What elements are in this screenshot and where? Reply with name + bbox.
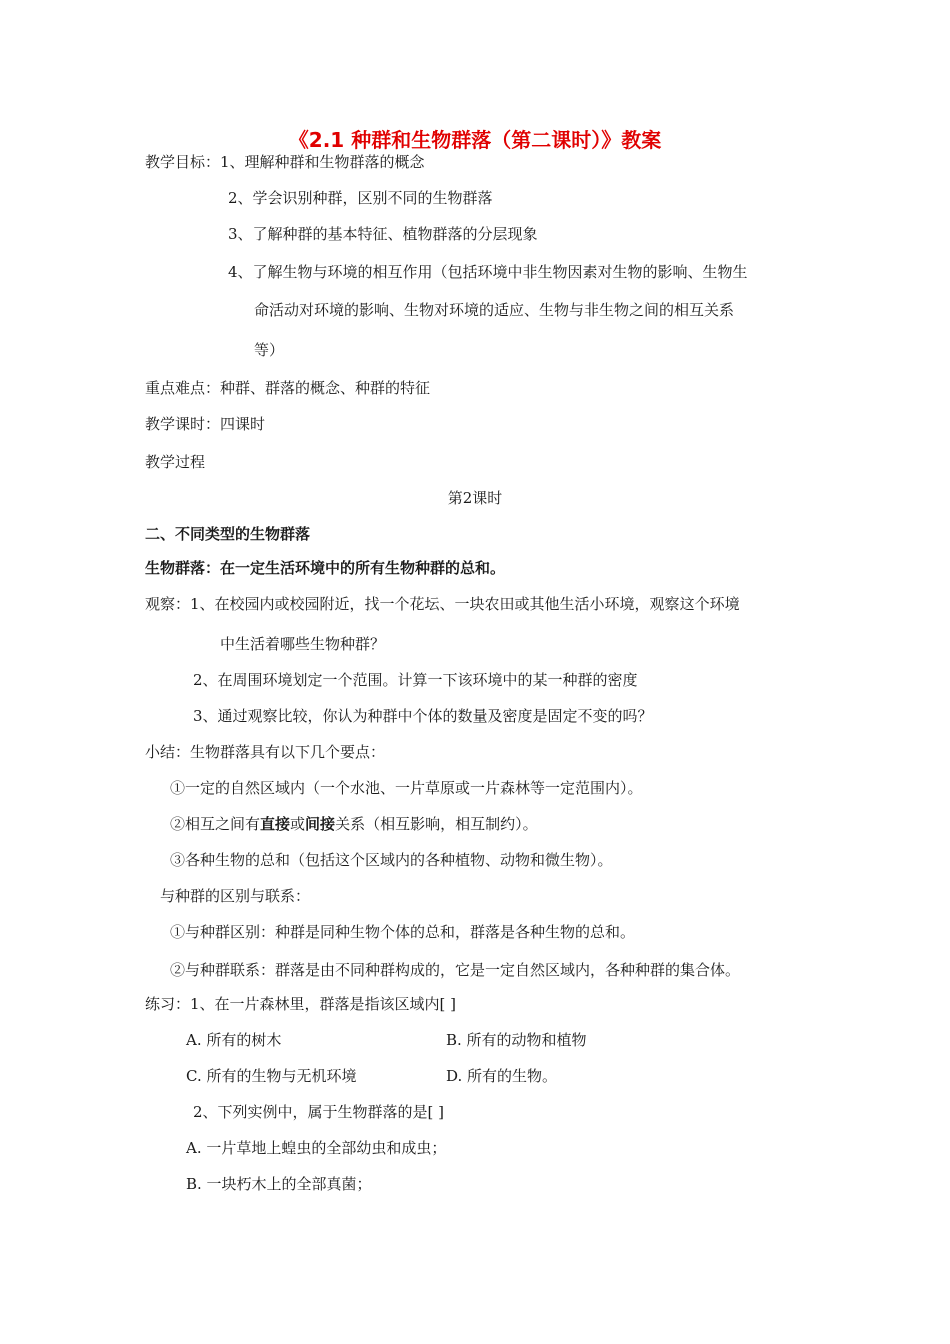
objective-item: 4、了解生物与环境的相互作用（包括环境中非生物因素对生物的影响、生物生	[228, 263, 748, 281]
page-title: 《2.1 种群和生物群落（第二课时）》教案	[288, 128, 662, 152]
exercise-label: 练习：	[145, 995, 191, 1013]
definition: 生物群落：在一定生活环境中的所有生物种群的总和。	[145, 559, 506, 577]
summary-intro: 小结：生物群落具有以下几个要点：	[145, 743, 386, 761]
relation-link: ②与种群联系：群落是由不同种群构成的，它是一定自然区域内，各种种群的集合体。	[170, 961, 741, 979]
exercise-option: C. 所有的生物与无机环境	[186, 1067, 357, 1085]
objective-item: 1、理解种群和生物群落的概念	[220, 153, 425, 171]
key-points: 重点难点：种群、群落的概念、种群的特征	[145, 379, 431, 397]
exercise-option: B. 一块朽木上的全部真菌；	[186, 1175, 372, 1193]
lesson-heading: 第2课时	[447, 489, 503, 507]
objective-item: 等）	[254, 341, 285, 359]
observation-item: 3、通过观察比较，你认为种群中个体的数量及密度是固定不变的吗？	[193, 707, 653, 725]
objective-item: 3、了解种群的基本特征、植物群落的分层现象	[228, 225, 538, 243]
class-hours: 教学课时：四课时	[145, 415, 266, 433]
observation-item: 2、在周围环境划定一个范围。计算一下该环境中的某一种群的密度	[193, 671, 638, 689]
exercise-line-1	[145, 994, 456, 1014]
indirect-emphasis: 间接	[305, 815, 336, 833]
summary-point-3: ③各种生物的总和（包括这个区域内的各种植物、动物和微生物）。	[170, 851, 613, 869]
observation-line-1	[145, 594, 740, 614]
observation-item: 1、在校园内或校园附近，找一个花坛、一块农田或其他生活小环境，观察这个环境	[190, 595, 740, 613]
summary-text: 关系（相互影响，相互制约）。	[335, 815, 538, 833]
exercise-option: D. 所有的生物。	[446, 1067, 558, 1085]
exercise-option: B. 所有的动物和植物	[446, 1031, 587, 1049]
exercise-question-1: 1、在一片森林里，群落是指该区域内[ ]	[190, 995, 457, 1013]
objective-item: 命活动对环境的影响、生物对环境的适应、生物与非生物之间的相互关系	[254, 301, 735, 319]
observation-item: 中生活着哪些生物种群？	[220, 635, 386, 653]
summary-point-1: ①一定的自然区域内（一个水池、一片草原或一片森林等一定范围内）。	[170, 779, 643, 797]
summary-text: 或	[290, 815, 306, 833]
relation-intro: 与种群的区别与联系：	[160, 887, 311, 905]
direct-emphasis: 直接	[260, 815, 291, 833]
objectives-label: 教学目标：	[145, 153, 221, 171]
observation-label: 观察：	[145, 595, 191, 613]
objective-item: 2、学会识别种群，区别不同的生物群落	[228, 189, 493, 207]
section-heading: 二、不同类型的生物群落	[145, 525, 311, 543]
relation-difference: ①与种群区别：种群是同种生物个体的总和，群落是各种生物的总和。	[170, 923, 636, 941]
exercise-option: A. 一片草地上蝗虫的全部幼虫和成虫；	[186, 1139, 447, 1157]
exercise-question-2: 2、下列实例中，属于生物群落的是[ ]	[193, 1103, 445, 1121]
teaching-process: 教学过程	[145, 453, 206, 471]
objectives-line-1	[145, 152, 425, 172]
summary-text: ②相互之间有	[170, 815, 261, 833]
summary-point-2	[170, 814, 538, 834]
exercise-option: A. 所有的树木	[186, 1031, 282, 1049]
